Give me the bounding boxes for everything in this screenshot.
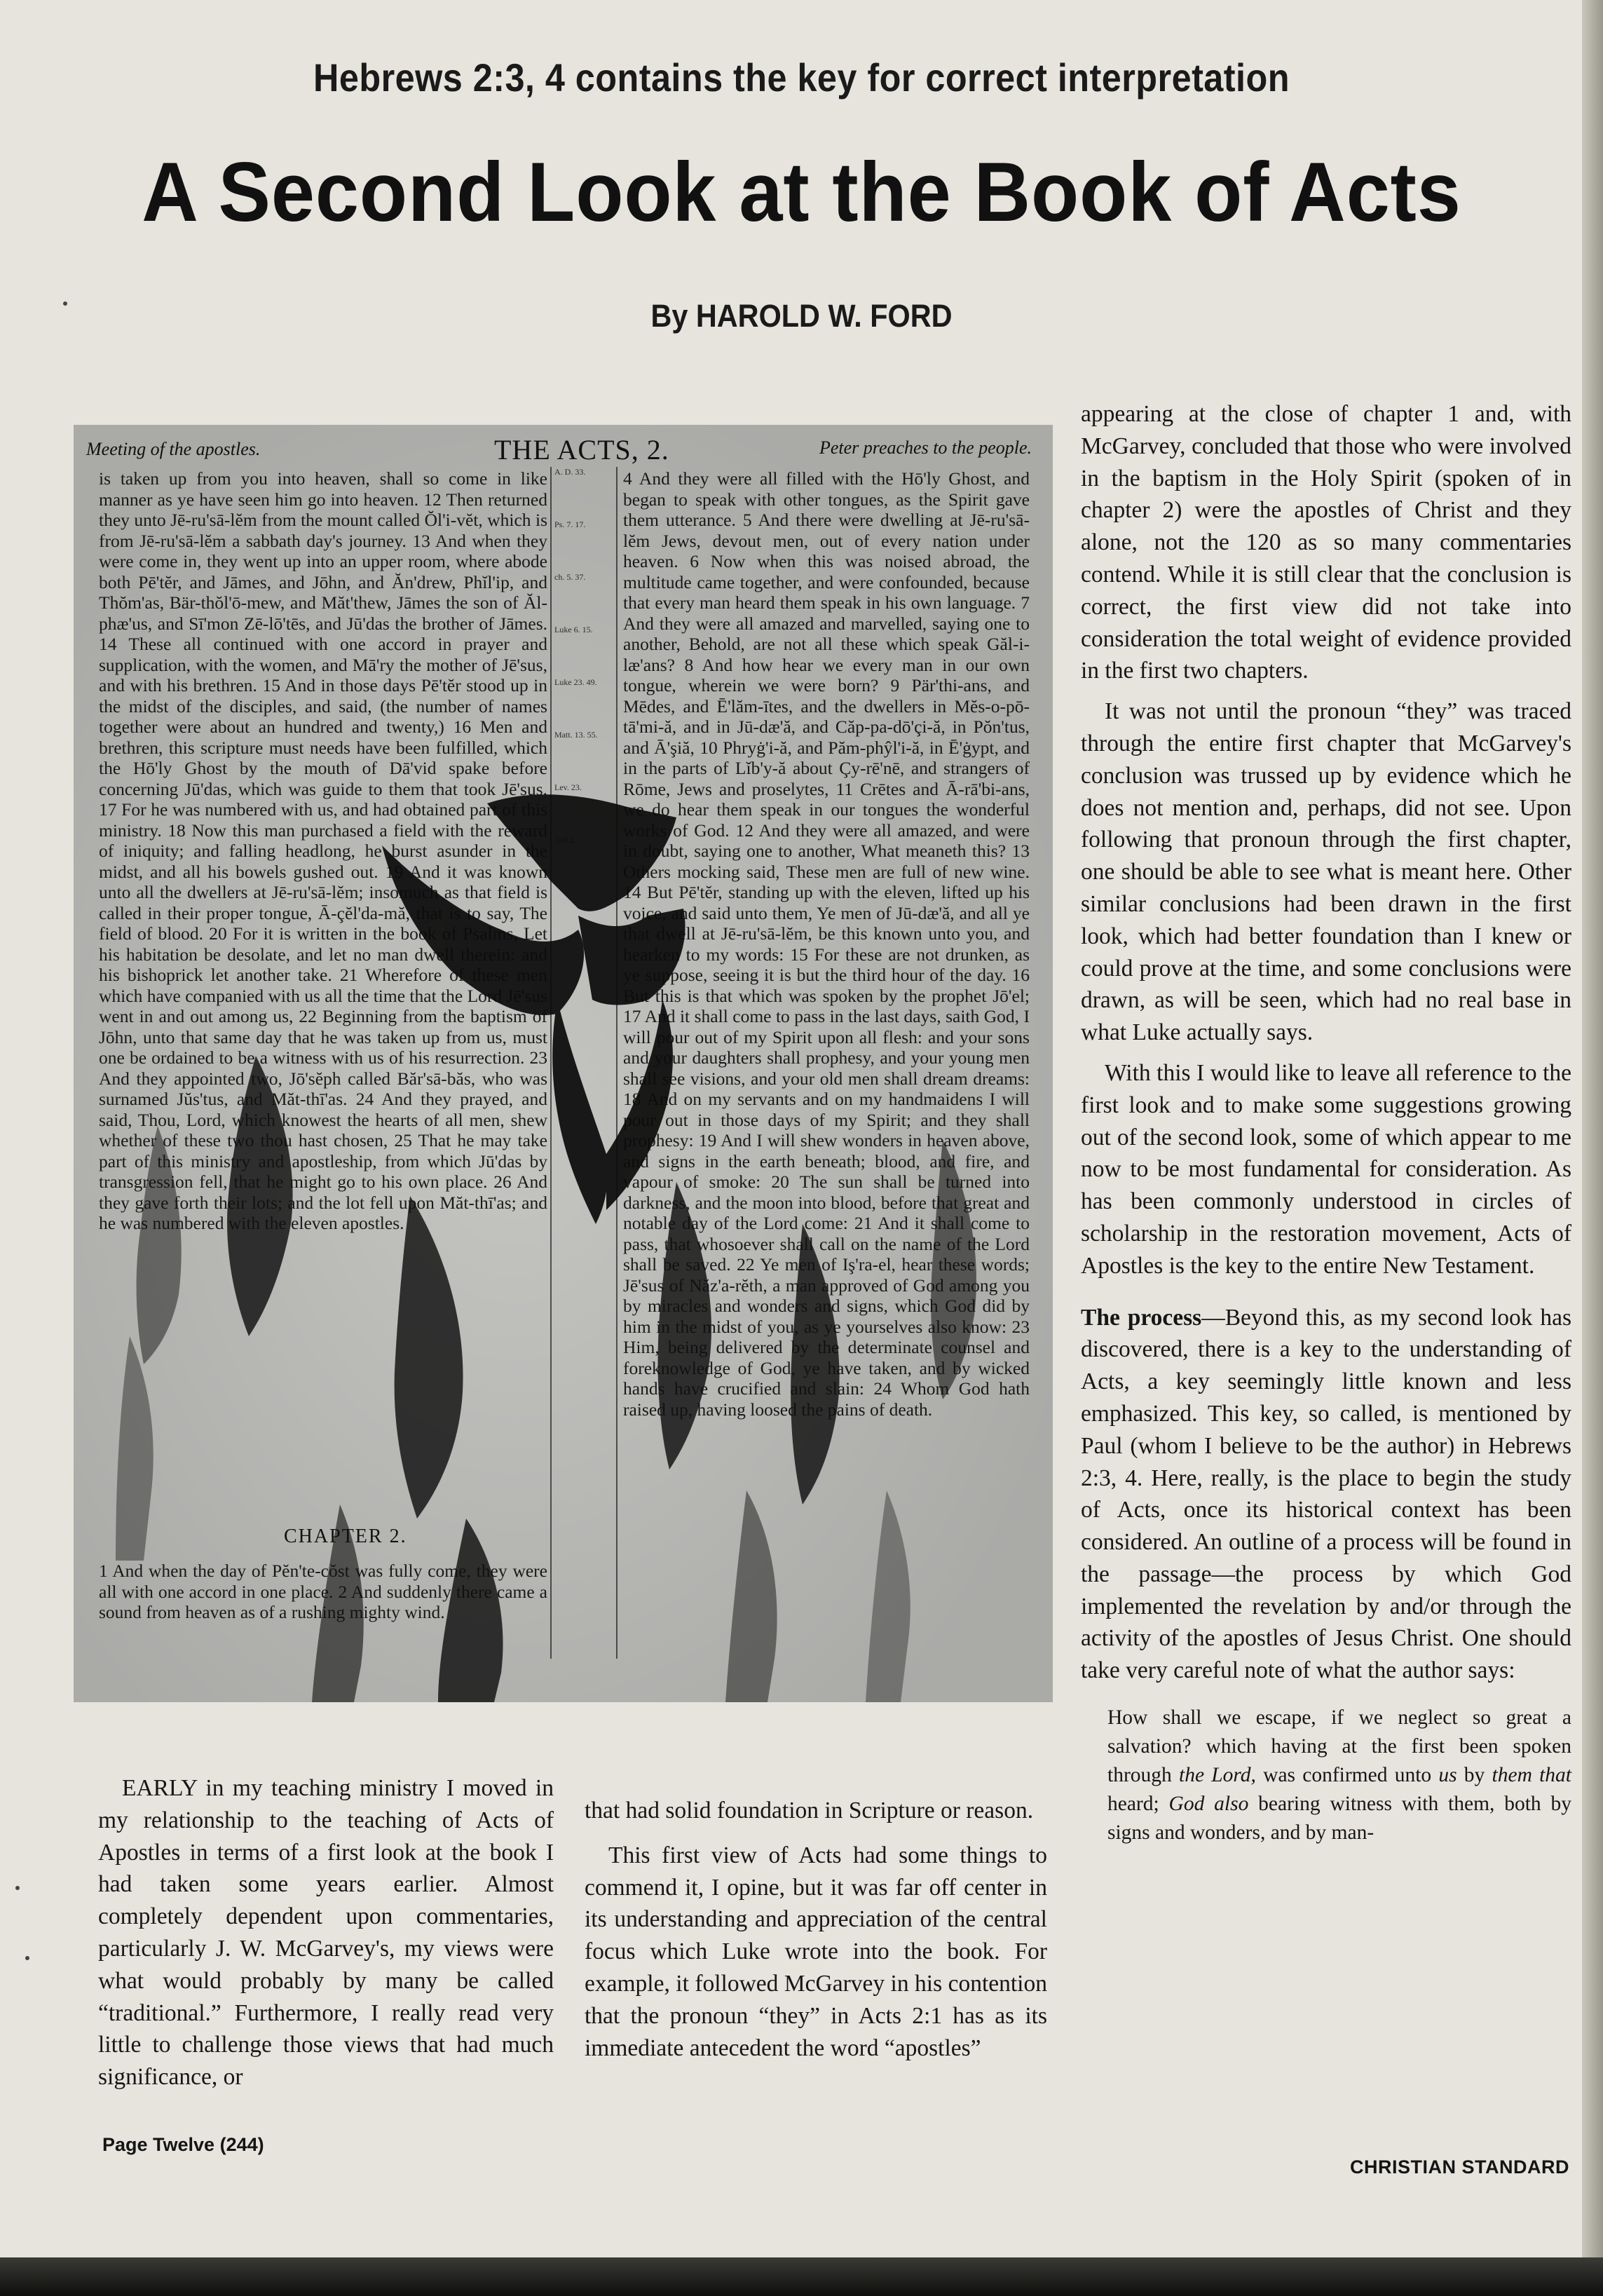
quote-part: heard;	[1107, 1793, 1169, 1816]
quote-italic: the Lord,	[1179, 1764, 1256, 1787]
kicker: Hebrews 2:3, 4 contains the key for correct interpretation	[313, 55, 1290, 100]
column-c-paragraph-2: It was not until the pronoun “they” was traced through the entire first chapter that McGarvey's conclusion was trussed up by evidence which he does not mention and, perhaps, did not see. Upon following that pronoun through the first chapter, one should be able to see what is meant here. Other similar conclusions had been drawn in the first look, which had better foundation than I knew or could prove at the time, and some conclusions were drawn, as will be seen, which had no real base in what Luke actually says.	[1081, 698, 1571, 1046]
column-c-paragraph-1: appearing at the close of chapter 1 and, with McGarvey, concluded that those who were involved in the baptism in the Holy Spirit (spoken of in chapter 2) were the apostles of Christ and they alone, not the 120 as so many commentaries contend. While it is still clear that the conclusion is correct, the first view did not take into consideration the total weight of evidence provided in the first two chapters.	[1081, 401, 1571, 684]
dove-and-flames-artwork	[74, 425, 1053, 1702]
quote-part: by	[1457, 1764, 1492, 1787]
quote-part: How shall we escape, if we neglect so great a salvation? which having at the first been spoken through	[1107, 1706, 1571, 1787]
print-speck	[25, 1956, 29, 1960]
print-speck	[15, 1886, 20, 1890]
section-run-in-heading: The process	[1081, 1304, 1202, 1331]
column-a	[98, 1772, 554, 2093]
print-speck	[63, 301, 67, 306]
column-b-paragraph-1: that had solid foundation in Scripture or reason.	[585, 1798, 1034, 1823]
scripture-quote	[1081, 1704, 1571, 1847]
illustration	[74, 425, 1053, 1702]
process-text: —Beyond this, as my second look has discovered, there is a key to the understanding of Acts, a key seemingly little known and less emphasized. This key, so called, is mentioned by Paul (whom I believe to be the author) in Hebrews 2:3, 4. Here, really, is the place to begin the study of Acts, once its historical context has been considered. An outline of a process will be found in the passage—the process by which God implemented the revelation by and/or through the activity of the apostles of Jesus Christ. One should take very careful note of what the author says:	[1081, 1304, 1571, 1684]
byline: By HAROLD W. FORD	[650, 298, 953, 334]
column-a-paragraph: EARLY in my teaching ministry I moved in my relationship to the teaching of Acts of Apostles in terms of a first look at the book I had taken some years earlier. Almost completely dependent upon commentaries, particularly J. W. McGarvey's, my views were what would probably by many be called “traditional.” Furthermore, I really read very little to challenge those views that had much significance, or	[98, 1775, 554, 2091]
page-bottom-shadow	[0, 2257, 1603, 2296]
quote-part: bearing witness with them, both by signs and wonders, and by man-	[1107, 1793, 1571, 1845]
headline: A Second Look at the Book of Acts	[142, 145, 1461, 239]
column-b	[585, 1795, 1047, 2064]
quote-italic: us	[1438, 1764, 1457, 1787]
page-folio: Page Twelve (244)	[102, 2134, 264, 2155]
quote-italic: them that	[1492, 1764, 1571, 1787]
column-c-paragraph-3: With this I would like to leave all reference to the first look and to make some suggestions growing out of the second look, some of which appear to me now to be most fundamental for consideration. As has been commonly understood in circles of scholarship in the restoration movement, Acts of Apostles is the key to the entire New Testament.	[1081, 1059, 1571, 1279]
magazine-name: CHRISTIAN STANDARD	[1350, 2156, 1569, 2178]
column-b-paragraph-2: This first view of Acts had some things to commend it, I opine, but it was far off center in its understanding and appreciation of the central focus which Luke wrote into the book. For example, it followed McGarvey in his contention that the pronoun “they” in Acts 2:1 has as its immediate antecedent the word “apostles”	[585, 1842, 1047, 2061]
column-c-process-paragraph	[1081, 1302, 1571, 1687]
column-c	[1081, 398, 1571, 1847]
page-edge	[1582, 0, 1603, 2296]
quote-part: was confirmed unto	[1255, 1764, 1439, 1787]
quote-italic: God also	[1168, 1793, 1249, 1816]
